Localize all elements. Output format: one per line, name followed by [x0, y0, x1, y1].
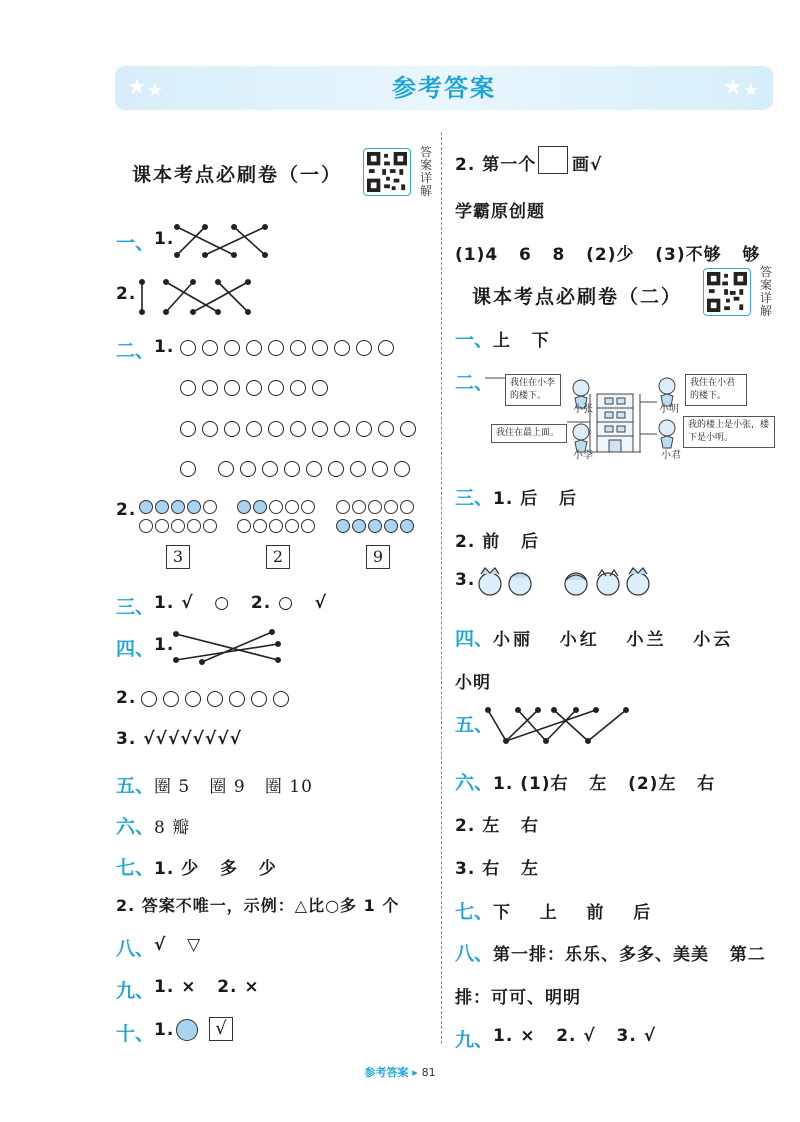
page-footer — [0, 1064, 800, 1080]
question-number: 3. — [455, 570, 476, 590]
answer-text: (1)4 6 8 (2)少 (3)不够 够 — [455, 245, 761, 265]
answer-box: 3 — [166, 545, 190, 569]
character-faces-icon — [476, 566, 656, 600]
answer-text: 1. 后 后 — [493, 489, 577, 509]
answer-text: 1. (1)右 左 (2)左 右 — [493, 774, 716, 794]
answer-box: 2 — [266, 545, 290, 569]
page-title: 参考答案 — [392, 74, 496, 102]
circle-row — [180, 458, 416, 477]
answer-text: 1. × 2. × — [154, 977, 260, 997]
answer-text: 小丽 小红 小兰 小云 — [493, 630, 734, 650]
answer-text: 3. √√√√√√√√ — [116, 729, 242, 749]
section-title-exam-2: 课本考点必刷卷（二） — [472, 286, 683, 308]
footer-label: 参考答案 — [364, 1066, 409, 1079]
building-illustration — [485, 362, 785, 462]
section-number: 五、 — [455, 714, 494, 736]
section-number: 五、 — [116, 775, 155, 797]
circle-group — [336, 500, 418, 535]
section-number: 三、 — [116, 596, 155, 618]
arrow-right-icon: ▸ — [412, 1066, 418, 1079]
section-number: 四、 — [455, 628, 494, 650]
section-number: 六、 — [455, 772, 494, 794]
answer-text: 2. 左 右 — [455, 816, 539, 836]
character-name: 小张 — [573, 404, 593, 415]
section-number: 一、 — [116, 232, 155, 254]
question-number: 2. — [116, 688, 137, 708]
answer-box: 9 — [366, 545, 390, 569]
question-number: 1. — [154, 337, 175, 357]
question-number: 1. — [154, 1020, 175, 1040]
section-number: 一、 — [455, 329, 494, 351]
section-number: 九、 — [116, 980, 155, 1002]
answer-text: 小明 — [455, 673, 491, 693]
qr-label: 答 案 详 解 — [420, 145, 433, 198]
question-text: 画√ — [572, 155, 603, 175]
answer-text: 2. 前 后 — [455, 532, 539, 552]
circle-row — [141, 688, 295, 707]
section-number: 三、 — [455, 487, 494, 509]
answer-text: 8 瓣 — [154, 818, 191, 838]
answer-text: 第一排：乐乐、多多、美美 第二 — [493, 945, 766, 965]
character-name: 小君 — [661, 450, 681, 461]
answer-text: 3. 右 左 — [455, 859, 539, 879]
answer-text: 1. 少 多 少 — [154, 859, 277, 879]
answer-text: √ ▽ — [154, 935, 202, 955]
filled-circle — [176, 1019, 198, 1041]
question-number: 1. — [154, 229, 175, 249]
speech-bubble: 我住在小君的楼下。 — [685, 374, 747, 406]
character-name: 小李 — [573, 450, 593, 461]
qr-label: 答 案 详 解 — [760, 265, 773, 318]
section-number: 二、 — [455, 372, 494, 394]
column-divider — [441, 132, 442, 1044]
section-number: 七、 — [455, 901, 494, 923]
answer-text: 2. 答案不唯一，示例：△比○多 1 个 — [116, 896, 400, 915]
star-icon: ★ — [127, 75, 147, 100]
matching-lines-figure — [138, 277, 270, 317]
section-title-exam-1: 课本考点必刷卷（一） — [132, 164, 343, 186]
section-number: 九、 — [455, 1029, 494, 1051]
circle-group — [139, 500, 221, 535]
qr-code-icon[interactable] — [363, 148, 411, 196]
section-number: 四、 — [116, 638, 155, 660]
star-icon: ★ — [723, 75, 743, 100]
answer-text: 1. × 2. √ 3. √ — [493, 1026, 657, 1046]
character-name: 小明 — [659, 404, 679, 415]
question-number: 2. — [116, 500, 137, 520]
check-box: √ — [209, 1017, 233, 1041]
matching-lines-figure — [172, 222, 272, 260]
section-number: 八、 — [455, 943, 494, 965]
answer-text: 排：可可、明明 — [455, 988, 581, 1008]
circle-row — [180, 337, 400, 356]
speech-bubble: 我的楼上是小张，楼下是小明。 — [683, 416, 775, 448]
answer-text: 圈 5 圈 9 圈 10 — [154, 777, 313, 797]
question-text: 2. 第一个 — [455, 155, 537, 175]
question-number: 1. — [154, 635, 175, 655]
section-number: 六、 — [116, 816, 155, 838]
page-number: 81 — [421, 1066, 436, 1079]
subheading: 学霸原创题 — [455, 202, 545, 222]
answer-text: 下 上 前 后 — [493, 903, 654, 923]
circle-row — [180, 418, 422, 437]
matching-lines-figure — [172, 628, 284, 666]
question-number: 2. — [116, 284, 137, 304]
section-number: 十、 — [116, 1023, 155, 1045]
blank-box — [538, 146, 568, 174]
section-number: 八、 — [116, 938, 155, 960]
circle-group — [237, 500, 319, 535]
matching-lines-figure — [484, 704, 632, 746]
circle-row — [180, 377, 334, 396]
header-banner — [115, 66, 773, 110]
section-number: 七、 — [116, 857, 155, 879]
answer-text: 1. √ ○ 2. ○ √ — [154, 593, 328, 613]
answer-text: 上 下 — [493, 331, 550, 351]
qr-code-icon[interactable] — [703, 268, 751, 316]
star-icon: ★ — [147, 80, 164, 101]
speech-bubble: 我住在小李的楼下。 — [505, 374, 561, 406]
speech-bubble: 我住在最上面。 — [491, 424, 567, 443]
section-number: 二、 — [116, 340, 155, 362]
star-icon: ★ — [743, 80, 760, 101]
